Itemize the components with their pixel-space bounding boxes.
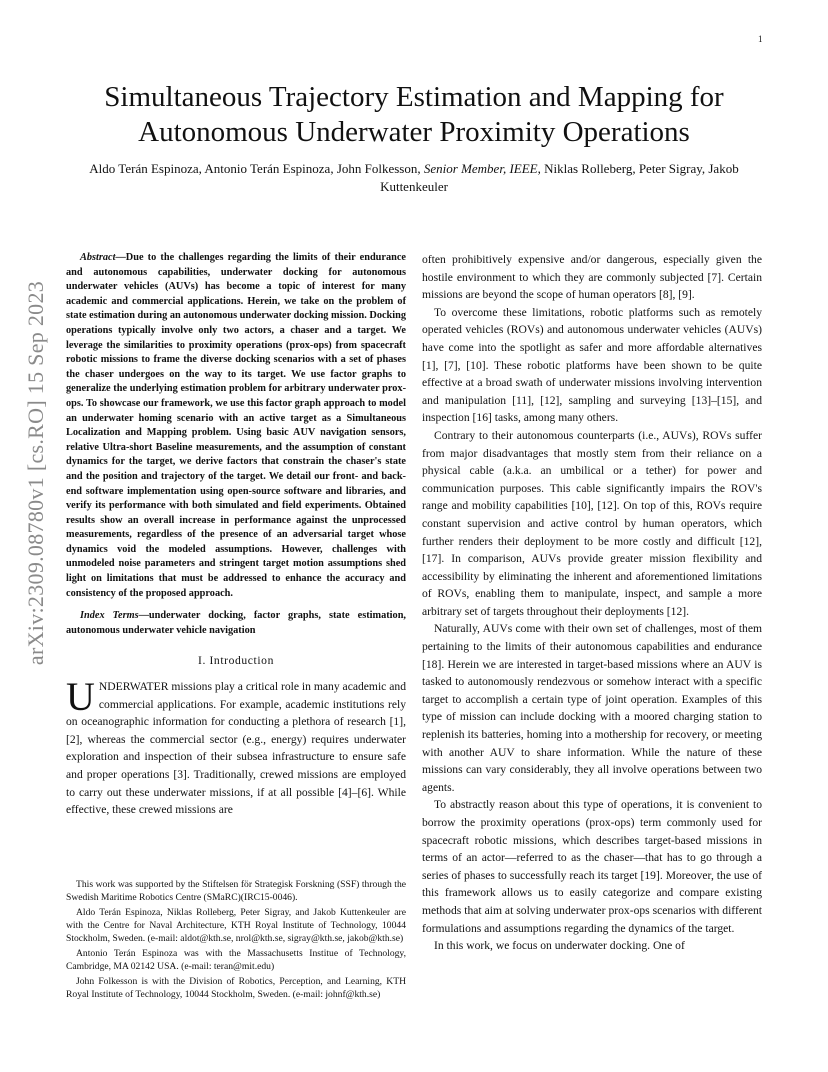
index-terms-text: —underwater docking, factor graphs, state estimation, autonomous underwater vehicle navigation xyxy=(66,610,406,636)
paragraph: To overcome these limitations, robotic platforms such as remotely operated vehicles (ROVs) and autonomous underwater vehicles (AUVs) have come into the spotlight as safer and more affordable alternatives [1], [7], [10]. These robotic platforms have been shown to be quite effective at a broad swath of underwater missions involving intervention and manipulation [11], [12], sampling and surveying [13]–[15], and inspection [16] tasks, among many others. xyxy=(422,305,762,425)
intro-paragraph xyxy=(66,674,406,819)
page-number: 1 xyxy=(758,34,763,44)
footnotes xyxy=(66,878,406,1003)
abstract-text: —Due to the challenges regarding the limits of their endurance and autonomous capabilities, underwater docking for autonomous underwater vehicles (AUVs) has become a topic of interest for many academic and commercial applications. Herein, we take on the problem of state estimation during an autonomous underwater docking mission. Docking operations typically involve only two actors, a chaser and a target. We leverage the similarities to proximity operations (prox-ops) from spacecraft robotic missions to frame the diverse docking scenarios with a set of phases the chaser undergoes on the way to its target. We use factor graphs to generalize the underlying estimation problem for arbitrary underwater prox-ops. To showcase our framework, we use this factor graph approach to model an underwater homing scenario with an active target as a Simultaneous Localization and Mapping problem. Using basic AUV navigation sensors, relative Ultra-short Baseline measurements, and the assumption of constant dynamics for the target, we derive factors that constrain the chaser's state and the position and trajectory of the target. We detail our front- and back-end software implementation using open-source software and libraries, and verify its performance with both simulated and field experiments. Obtained results show an overall increase in performance against the unprocessed measurements, regardless of the presence of an adversarial target whose dynamics void the modeled assumptions. However, challenges with unmodeled noise parameters and stringent target motion assumptions shed light on limitations that must be addressed to enhance the accuracy and consistency of the proposed approach. xyxy=(66,252,406,599)
abstract-label: Abstract xyxy=(80,252,116,263)
intro-text: NDERWATER missions play a critical role in many academic and commercial applications. For example, academic institutions rely on oceanographic information for conducting a plethora of research [1], [2], whereas the commercial sector (e.g., energy) requires underwater exploration and inspection of their subsea infrastructure to ensure safe and proper operations [3]. Traditionally, crewed missions are employed to carry out these underwater missions, if at all possible [4]–[6]. While effective, these crewed missions are xyxy=(66,680,406,817)
paragraph: To abstractly reason about this type of operations, it is convenient to borrow the proximity operations (prox-ops) term commonly used for spacecraft robotic missions, which describes target-based missions in terms of an actor—referred to as the chaser—that has to go through a series of phases to successfully reach its target [19]. Moreover, the use of this framework allows us to easily categorize and compare existing methods that aim at solving underwater prox-ops scenarios with different formulations and assumptions regarding the dynamics of the target. xyxy=(422,798,762,935)
index-terms-label: Index Terms xyxy=(80,610,139,622)
paper-title: Simultaneous Trajectory Estimation and Mapping for Autonomous Underwater Proximity Operations xyxy=(104,81,724,148)
footnote-affiliation-kth: Aldo Terán Espinoza, Niklas Rolleberg, Peter Sigray, and Jakob Kuttenkeuler are with the Centre for Naval Architecture, KTH Royal Institute of Technology, 10044 Stockholm, Sweden. (e-mail: aldot@kth.se, nrol@kth.se, sigray@kth.se, jakob@kth.se) xyxy=(66,907,406,944)
authors-role: Senior Member, IEEE xyxy=(423,161,538,176)
left-column xyxy=(66,251,406,819)
paragraph: often prohibitively expensive and/or dangerous, especially given the hostile environment to which they are commonly subjected [7]. Certain missions are beyond the scope of human operators [8], [9]. xyxy=(422,253,762,302)
right-column xyxy=(422,251,762,955)
footnote-funding: This work was supported by the Stiftelsen för Strategisk Forskning (SSF) through the Swedish Maritime Robotics Centre (SMaRC)(IRC15-0046). xyxy=(66,879,406,903)
author-list xyxy=(80,160,748,196)
paragraph: Naturally, AUVs come with their own set of challenges, most of them pertaining to the limits of their autonomous capabilities and endurance [18]. Herein we are interested in target-based missions where an AUV is tasked to autonomously rendezvous or somehow interact with a specific target to accomplish a certain type of joint operation. Examples of this type of mission can include docking with a moored charging station to replenish its batteries, homing into a mothership for recovery, or meeting with another AUV to share information. While the nature of these missions can vary considerably, they all involve operations between two agents. xyxy=(422,622,762,794)
abstract xyxy=(66,251,406,601)
authors-part2: , Niklas Rolleberg, Peter Sigray, Jakob Kuttenkeuler xyxy=(380,161,739,194)
section-heading-introduction: I. Introduction xyxy=(198,654,274,668)
footnote-affiliation-rpl: John Folkesson is with the Division of Robotics, Perception, and Learning, KTH Royal Institute of Technology, 10044 Stockholm, Sweden. (e-mail: johnf@kth.se) xyxy=(66,976,406,1000)
arxiv-stamp: arXiv:2309.08780v1 [cs.RO] 15 Sep 2023 xyxy=(23,280,48,666)
footnote-affiliation-mit: Antonio Terán Espinoza was with the Massachusetts Institue of Technology, Cambridge, MA 02142 USA. (e-mail: teran@mit.edu) xyxy=(66,948,406,972)
authors-part1: Aldo Terán Espinoza, Antonio Terán Espinoza, John Folkesson, xyxy=(89,161,424,176)
index-terms xyxy=(66,609,406,638)
paragraph: Contrary to their autonomous counterparts (i.e., AUVs), ROVs suffer from major disadvantages that mostly stem from their reliance on a physical cable (a.k.a. an umbilical or a tether) for power and communication purposes. This cable significantly impairs the ROV's range and mobility capabilities [10], [12]. On top of this, ROVs require constant supervision and active control by human operators, which further renders their deployment to be more costly and difficult [12], [17]. In comparison, AUVs provide greater mission flexibility and accessibility by eliminating the inherent and aforementioned limitations of ROVs, enabling them to manipulate, inspect, and sample a more arbitrary set of targets throughout their deployments [12]. xyxy=(422,428,762,618)
dropcap-letter: U xyxy=(66,674,95,720)
paragraph: In this work, we focus on underwater docking. One of xyxy=(434,939,685,953)
